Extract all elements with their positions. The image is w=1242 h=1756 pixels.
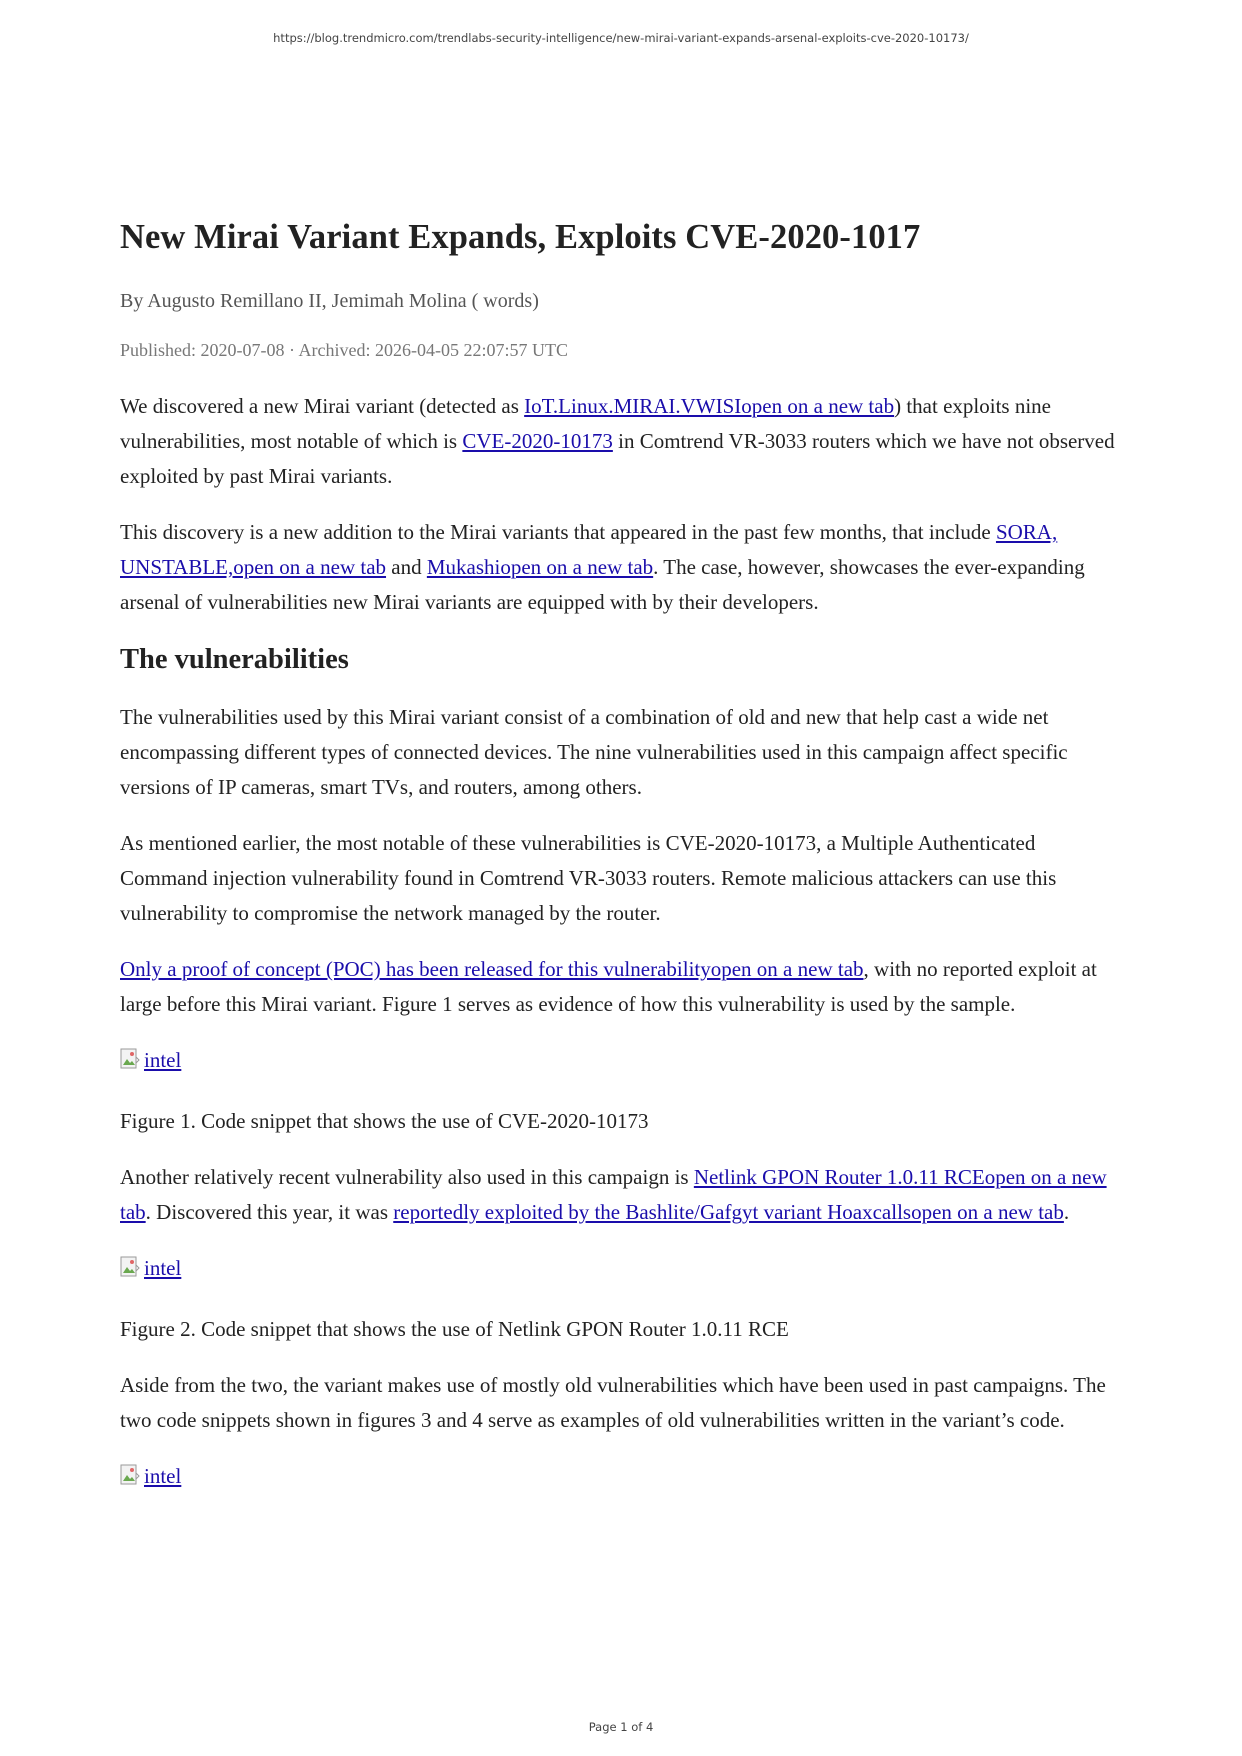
paragraph-vuln-overview: The vulnerabilities used by this Mirai variant consist of a combination of old and new that help cast a wide net encompassing different types of connected devices. The nine vulnerabilities used in this campaign affect specific versions of IP cameras, smart TVs, and routers, among others. [120, 705, 1068, 799]
link-hoaxcalls[interactable]: reportedly exploited by the Bashlite/Gafgyt variant Hoaxcallsopen on a new tab [393, 1200, 1064, 1224]
paragraph-intro [120, 389, 1125, 494]
text: and [386, 555, 427, 579]
broken-image-icon [120, 1464, 143, 1488]
paragraph-cve-notable: As mentioned earlier, the most notable of these vulnerabilities is CVE-2020-10173, a Multiple Authenticated Command injection vulnerability found in Comtrend VR-3033 routers. Remote malicious attackers can use this vulnerability to compromise the network managed by the router. [120, 831, 1057, 925]
page-url-header: https://blog.trendmicro.com/trendlabs-security-intelligence/new-mirai-variant-expands-arsenal-exploits-cve-2020-10173/ [273, 31, 969, 45]
paragraph-poc [120, 952, 1125, 1022]
figure-2-image [120, 1251, 1125, 1291]
paragraph-old-vulns: Aside from the two, the variant makes use of mostly old vulnerabilities which have been used in past campaigns. The two code snippets shown in figures 3 and 4 serve as examples of old vulnerabilities written in the variant’s code. [120, 1373, 1106, 1432]
text: This discovery is a new addition to the Mirai variants that appeared in the past few months, that include [120, 520, 996, 544]
article-byline: By Augusto Remillano II, Jemimah Molina ( words) [120, 290, 539, 312]
link-poc[interactable]: Only a proof of concept (POC) has been released for this vulnerabilityopen on a new tab [120, 957, 864, 981]
paragraph-netlink [120, 1160, 1125, 1230]
article [120, 212, 1125, 1488]
text: in Comtrend VR-3033 routers which we have not observed exploited by past Mirai variants. [120, 429, 1115, 488]
link-detection-name[interactable]: IoT.Linux.MIRAI.VWISIopen on a new tab [524, 394, 895, 418]
text: . The case, however, showcases the ever-expanding arsenal of vulnerabilities new Mirai variants are equipped with by their developers. [120, 555, 1085, 614]
image-alt-text: intel [144, 1048, 182, 1072]
broken-image-icon [120, 1048, 143, 1072]
link-sora[interactable]: SORA, [995, 520, 1058, 544]
link-unstable[interactable]: UNSTABLE,open on a new tab [120, 555, 387, 579]
text: . [1063, 1200, 1070, 1224]
text: . Discovered this year, it was [145, 1200, 394, 1224]
image-alt-text: intel [144, 1464, 182, 1488]
article-title: New Mirai Variant Expands, Exploits CVE-2020-1017 [120, 218, 921, 256]
image-alt-text: intel [144, 1256, 182, 1280]
text: , with no reported exploit at large before this Mirai variant. Figure 1 serves as evidence of how this vulnerability is used by the sample. [120, 957, 1097, 1016]
paragraph-variants [120, 515, 1125, 620]
figure-1-image [120, 1043, 1125, 1083]
page-number-footer: Page 1 of 4 [588, 1720, 654, 1734]
figure-3-image [120, 1459, 1125, 1499]
article-body [120, 389, 1125, 1520]
figure-1-image-link[interactable] [120, 1043, 181, 1078]
broken-image-icon [120, 1256, 143, 1280]
text: ) that exploits nine vulnerabilities, most notable of which is [120, 394, 1051, 453]
link-cve-2020-10173[interactable]: CVE-2020-10173 [462, 429, 613, 453]
figure-3-image-link[interactable] [120, 1459, 181, 1494]
text: Another relatively recent vulnerability also used in this campaign is [120, 1165, 694, 1189]
figure-2-caption: Figure 2. Code snippet that shows the use of Netlink GPON Router 1.0.11 RCE [120, 1317, 789, 1341]
figure-2-image-link[interactable] [120, 1251, 181, 1286]
text: We discovered a new Mirai variant (detected as [120, 394, 525, 418]
article-meta: Published: 2020-07-08 · Archived: 2026-04-05 22:07:57 UTC [120, 340, 568, 360]
link-mukashi[interactable]: Mukashiopen on a new tab [426, 555, 654, 579]
figure-1-caption: Figure 1. Code snippet that shows the use of CVE-2020-10173 [120, 1109, 649, 1133]
link-netlink-gpon[interactable]: Netlink GPON Router 1.0.11 RCEopen on a new tab [120, 1165, 1107, 1224]
section-heading-vulnerabilities: The vulnerabilities [120, 644, 349, 675]
